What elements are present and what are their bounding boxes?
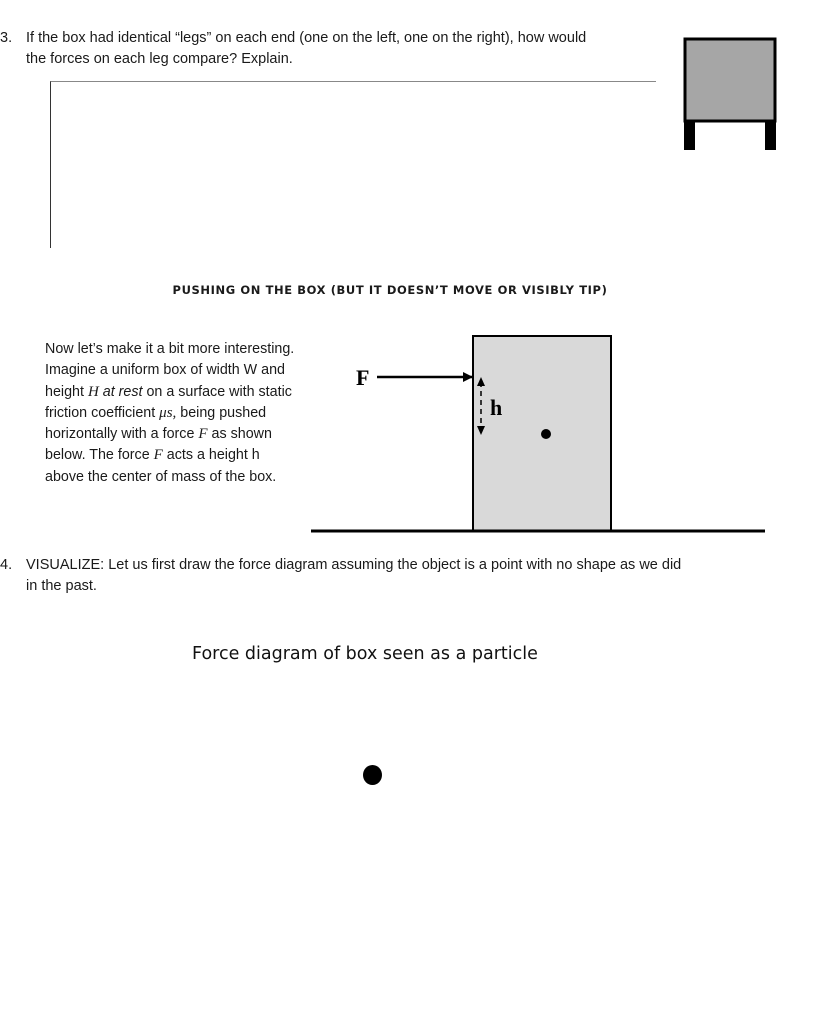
section-heading: PUSHING ON THE BOX (BUT IT DOESN’T MOVE OR VISIBLY TIP)	[172, 283, 608, 297]
box-with-legs-illustration	[680, 36, 780, 154]
intro-paragraph	[45, 339, 295, 488]
intro-text-1: Now let’s make it a bit more interesting. Imagine a uniform box of width W and height	[45, 341, 295, 400]
left-leg	[684, 120, 695, 150]
question-3-line-2: the forces on each leg compare? Explain.	[26, 51, 293, 67]
box-with-legs-body	[685, 39, 775, 121]
at-rest-text: at rest	[102, 383, 143, 400]
variable-H: H	[87, 383, 99, 400]
intro-text-4: as shown below. The force	[45, 426, 272, 464]
question-4-number: 4.	[0, 557, 13, 573]
intro-text-2: on a surface with static friction coefficient	[45, 383, 292, 421]
question-4-line-2: in the past.	[26, 578, 97, 594]
question-3-text	[26, 28, 626, 70]
pushed-box-diagram	[305, 330, 770, 540]
variable-mu-s: μs,	[159, 404, 177, 421]
question-3-number: 3.	[0, 30, 13, 46]
force-label: F	[356, 365, 370, 390]
particle-dot[interactable]	[363, 765, 382, 785]
intro-text-5: acts a height h above the center of mass of the box.	[45, 447, 277, 485]
variable-F: F	[198, 426, 208, 443]
center-of-mass-dot	[541, 429, 551, 439]
right-leg	[765, 120, 776, 150]
height-label: h	[490, 395, 503, 420]
variable-F-2: F	[153, 447, 163, 464]
question-3-line-1: If the box had identical “legs” on each end (one on the left, one on the right), how would	[26, 30, 587, 46]
question-4-line-1: VISUALIZE: Let us first draw the force diagram assuming the object is a point with no shape as we did	[26, 557, 682, 573]
force-diagram-title: Force diagram of box seen as a particle	[192, 644, 538, 664]
answer-area[interactable]	[50, 81, 656, 248]
question-4-text	[26, 555, 716, 597]
intro-text-3: being pushed horizontally with a force	[45, 404, 267, 443]
